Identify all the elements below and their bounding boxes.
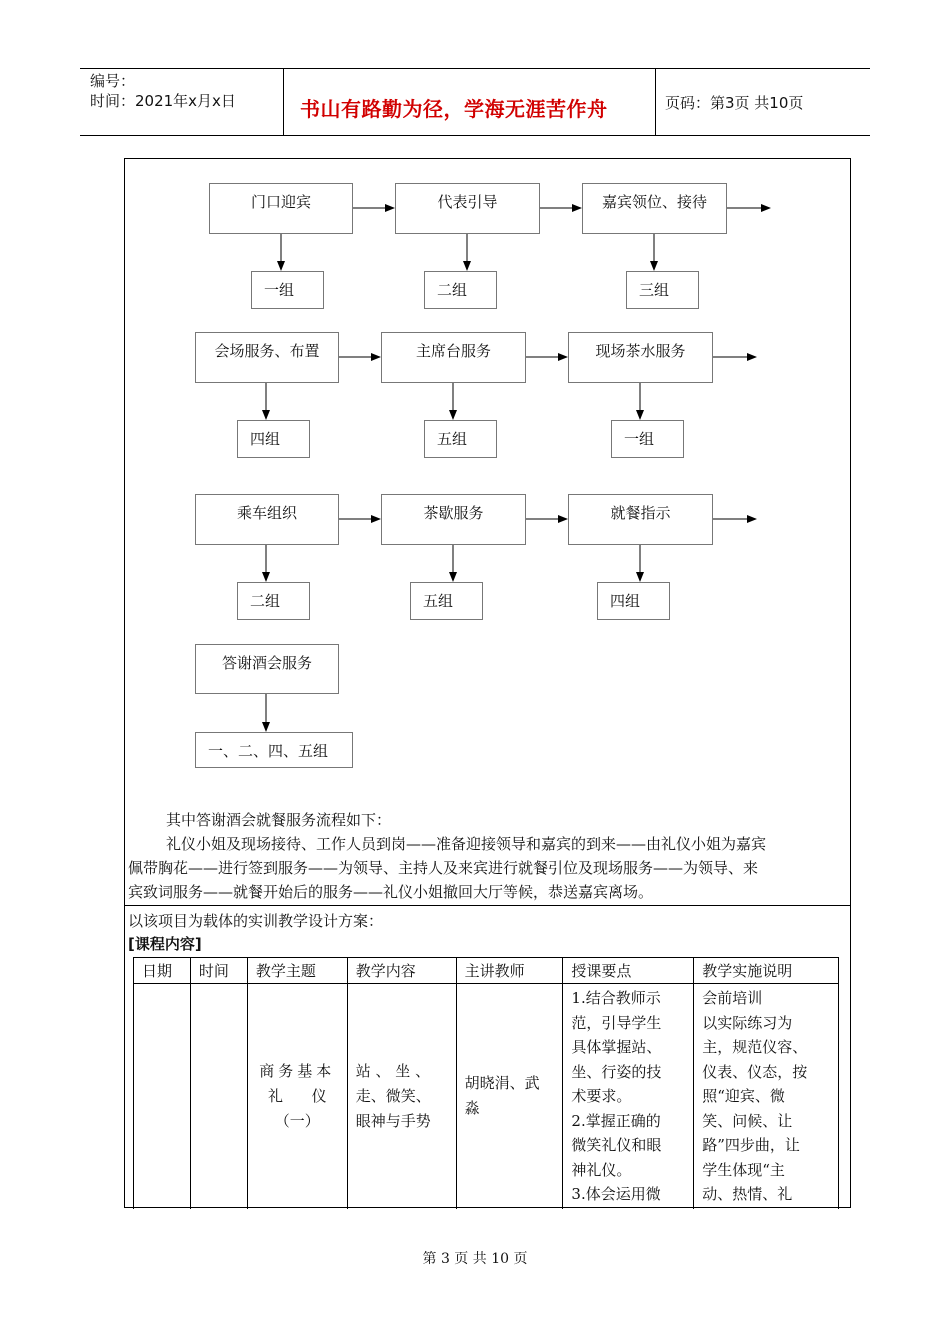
notes-line: 以实际练习为 — [702, 1013, 793, 1032]
flow-group-r2-1: 四组 — [237, 420, 310, 458]
cell-content — [347, 984, 456, 1209]
teacher-line-1: 胡晓涓、武 — [464, 1074, 540, 1093]
flow-group-r1-2: 二组 — [424, 271, 497, 309]
col-header-theme: 教学主题 — [247, 958, 347, 984]
flow-intro: 其中答谢酒会就餐服务流程如下： — [166, 811, 392, 829]
cell-teacher — [456, 984, 563, 1209]
time-label: 时间：2021年x月x日 — [90, 92, 236, 110]
col-header-time: 时间 — [190, 958, 247, 984]
page-footer: 第 3 页 共 10 页 — [422, 1251, 528, 1267]
points-line: 3.体会运用微 — [571, 1185, 661, 1203]
col-header-points: 授课要点 — [563, 958, 694, 984]
theme-line-1: 商务基本 — [259, 1061, 336, 1080]
content-line-3: 眼神与手势 — [355, 1111, 431, 1130]
motto: 书山有路勤为径，学海无涯苦作舟 — [300, 97, 608, 121]
flow-step-break: 茶歇服务 — [381, 494, 526, 545]
cell-time — [190, 984, 247, 1209]
table-row — [134, 984, 839, 1209]
flow-step-venue: 会场服务、布置 — [195, 332, 339, 383]
flow-step-vehicles: 乘车组织 — [195, 494, 339, 545]
flow-step-reception: 答谢酒会服务 — [195, 644, 339, 694]
points-line: 微笑礼仪和眼 — [571, 1136, 662, 1154]
course-heading: [课程内容] — [128, 935, 202, 953]
flow-group-r3-2: 五组 — [410, 582, 483, 620]
points-line: 1.结合教师示 — [571, 989, 661, 1007]
teacher-line-2: 淼 — [464, 1099, 480, 1118]
course-table — [133, 957, 839, 1209]
theme-line-3: （一） — [274, 1111, 320, 1130]
number-label: 编号： — [90, 72, 136, 90]
design-plan-label: 以该项目为载体的实训教学设计方案： — [128, 912, 384, 930]
cell-theme — [247, 984, 347, 1209]
notes-line: 路”四步曲，让 — [702, 1136, 800, 1154]
flow-step-seating: 嘉宾领位、接待 — [582, 183, 727, 234]
flow-group-r3-1: 二组 — [237, 582, 310, 620]
flow-group-r2-2: 五组 — [424, 420, 497, 458]
page-code: 页码：第3页 共10页 — [665, 94, 804, 112]
flow-step-tea: 现场茶水服务 — [568, 332, 713, 383]
col-header-teacher: 主讲教师 — [456, 958, 563, 984]
table-header-row — [134, 958, 839, 984]
content-line-1: 站 、 坐 、 — [355, 1061, 431, 1080]
col-header-notes: 教学实施说明 — [694, 958, 839, 984]
col-header-content: 教学内容 — [347, 958, 456, 984]
cell-date — [134, 984, 191, 1209]
cell-notes — [694, 984, 839, 1209]
flow-group-r3-3: 四组 — [597, 582, 670, 620]
theme-line-2: 礼 仪 — [268, 1086, 327, 1105]
flow-desc-line-3: 宾致词服务——就餐开始后的服务——礼仪小姐撤回大厅等候，恭送嘉宾离场。 — [128, 883, 654, 901]
flow-desc-line-2: 佩带胸花——进行签到服务——为领导、主持人及来宾进行就餐引位及现场服务——为领导、来 — [128, 859, 759, 877]
flow-step-podium: 主席台服务 — [381, 332, 526, 383]
flow-group-r2-3: 一组 — [611, 420, 684, 458]
flow-group-r1-1: 一组 — [251, 271, 324, 309]
notes-line: 会前培训 — [702, 989, 763, 1007]
points-line: 2.掌握正确的 — [571, 1111, 661, 1130]
points-line: 坐、行姿的技 — [571, 1062, 662, 1081]
flow-step-welcome: 门口迎宾 — [209, 183, 353, 234]
col-header-date: 日期 — [134, 958, 191, 984]
content-line-2: 走、微笑、 — [355, 1086, 431, 1105]
flow-group-r1-3: 三组 — [626, 271, 699, 309]
notes-line: 笑、问候、让 — [702, 1111, 793, 1130]
notes-line: 照“迎宾、微 — [702, 1087, 785, 1105]
points-line: 神礼仪。 — [571, 1160, 632, 1179]
flow-group-r4: 一、二、四、五组 — [195, 732, 353, 768]
notes-line: 主，规范仪容、 — [702, 1038, 808, 1056]
cell-points — [563, 984, 694, 1209]
flow-desc-line-1: 礼仪小姐及现场接待、工作人员到岗——准备迎接领导和嘉宾的到来——由礼仪小姐为嘉宾 — [166, 835, 767, 853]
notes-line: 动、热情、礼 — [702, 1185, 793, 1203]
points-line: 具体掌握站、 — [571, 1038, 662, 1056]
notes-line: 学生体现“主 — [702, 1160, 785, 1179]
points-line: 术要求。 — [571, 1087, 632, 1105]
points-line: 范，引导学生 — [571, 1013, 662, 1032]
flow-step-dining: 就餐指示 — [568, 494, 713, 545]
flow-step-guide: 代表引导 — [395, 183, 540, 234]
notes-line: 仪表、仪态，按 — [702, 1062, 808, 1081]
